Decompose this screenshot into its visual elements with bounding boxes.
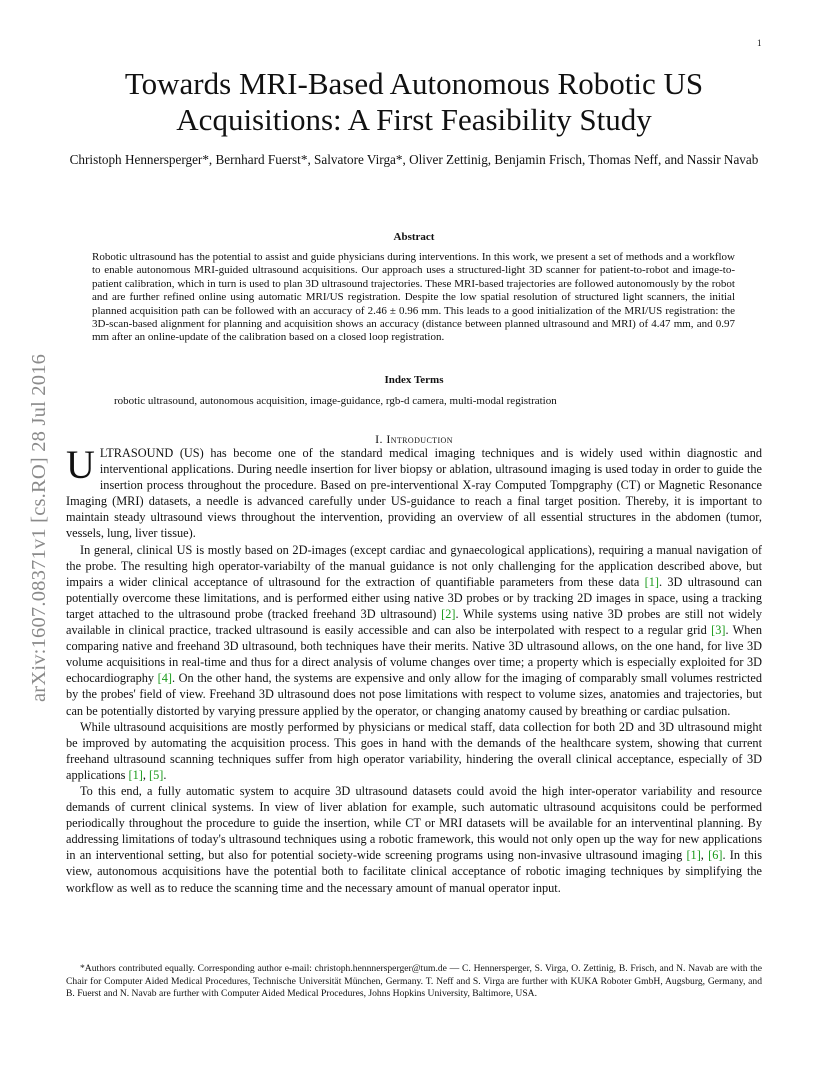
paragraph-4 [66,783,762,896]
lead-in: LTRASOUND [99,446,174,460]
paragraph-1 [66,442,762,542]
paragraph-text: In general, clinical US is mostly based on 2D-images (except cardiac and gynaecological applications), requiring a manual navigation of the probe. The resulting high operator-variabilty of the manual guidance is not only challenging for the application described above, but impairs a wider clinical acceptance of ultrasound for the extraction of quantifiable parameters from these data [66,542,762,589]
section-title: Introduction [386,432,453,446]
paragraph-text: . [163,767,167,782]
abstract-text: Robotic ultrasound has the potential to assist and guide physicians during interventions. In this work, we present a set of methods and a workflow to enable autonomous MRI-guided ultrasound acquisitions. Our approach uses a structured-light 3D scanner for patient-to-robot and image-to-patient calibration, which in turn is used to plan 3D ultrasound trajectories. These MRI-based trajectories are followed autonomously by the robot and are further refined online using automatic MRI/US registration. Despite the low spatial resolution of structured light scanners, the initial planned acquisition path can be followed with an accuracy of 2.46 ± 0.96 mm. This leads to a good initialization of the MRI/US registration: the 3D-scan-based alignment for planning and acquisition shows an accuracy (distance between planned ultrasound and MRI) of 4.47 mm, and 0.97 mm after an online-update of the calibration based on a closed loop registration. [92,251,735,344]
paragraph-text: . 3D ultrasound can potentially overcome these limitations, and is performed either using native 3D probes or by tracking 2D images in space, using a tracking target attached to the ultrasound probe (tracked freehand 3D ultrasound) [66,574,762,621]
footnote: *Authors contributed equally. Corresponding author e-mail: christoph.hennnersperger@tum.de — C. Hennersperger, S. Virga, O. Zettinig, B. Frisch, and N. Navab are with the Chair for Computer Aided Medical Procedures, Technische Universität München, Germany. T. Neff and S. Virga are further with KUKA Roboter GmbH, Augsburg, Germany, and B. Fuerst and N. Navab are further with Computer Aided Medical Procedures, Johns Hopkins University, Baltimore, USA. [66,963,762,1000]
paragraph-text: . On the other hand, the systems are expensive and only allow for the imaging of comparably small volumes restricted by the probes' field of view. Freehand 3D ultrasound does not pose limitations with respect to volume sizes, anatomies and trajectories, but can be potentially distorted by varying pressure applied by the operator, or changing anatomy caused by breathing or cardiac pulsation. [66,671,762,718]
paper-title: Towards MRI-Based Autonomous Robotic US Acquisitions: A First Feasibility Study [124,66,704,137]
citation-link[interactable]: [4] [157,671,172,686]
paragraph-text: , [142,767,149,782]
paragraph-text: (US) has become one of the standard medical imaging techniques and is widely used within diagnostic and interventional applications. During needle insertion for liver biopsy or ablation, ultrasound imaging is used today in order to guide the insertion process throughout the procedure. Based on pre-interventional X-ray Computed Tompgraphy (CT) or Magnetic Resonance Imaging (MRI) datasets, a needle is advanced carefully under US-guidance to reach a final target position. Thereby, it is important to maintain steady ultrasound views throughout the intervention, providing an overview of all essential structures in the abdomen (tumor, vessels, lung, liver tissue). [66,446,762,541]
paragraph-text: . When comparing native and freehand 3D ultrasound, both techniques have their merits. Native 3D ultrasound allows, on the one hand, for live 3D volume acquisitions in real-time and thus for a direct analysis of volume changes over time; a property which is especially exploited for 3D echocardiography [66,623,762,686]
author-list: Christoph Hennersperger*, Bernhard Fuerst*, Salvatore Virga*, Oliver Zettinig, Benjamin Frisch, Thomas Neff, and Nassir Navab [69,152,759,167]
index-terms-text: robotic ultrasound, autonomous acquisition, image-guidance, rgb-d camera, multi-modal registration [114,395,557,407]
paragraph-text: , [700,848,709,863]
paragraph-text: To this end, a fully automatic system to acquire 3D ultrasound datasets could avoid the high inter-operator variability and resource demands of current clinical systems. In view of liver ablation for example, such automatic ultrasound acquisitons could be performed periodically throughout the procedure to guide the insertion, while CT or MRI datasets will be available for an interventinal planning. By addressing limitations of today's ultrasound techniques using a robotic framework, this would not only open up the way for new applications in an interventional setting, but also for potential society-wide screening programs using non-invasive ultrasound imaging [66,783,762,863]
paragraph-text: While ultrasound acquisitions are mostly performed by physicians or medical staff, data collection for both 2D and 3D ultrasound might be improved by automating the acquisition process. This goes in hand with the demands of the healthcare system, showing that current freehand ultrasound scanning techniques suffer from high operator variability, hindering the overall clinical acceptance, especially of 3D applications [66,719,762,782]
citation-link[interactable]: [1] [686,848,701,863]
page-number: 1 [757,38,762,48]
index-terms-heading: Index Terms [384,374,444,386]
paragraph-text: . While systems using native 3D probes are still not widely available in clinical practice, tracked ultrasound is easily accessible and can also be interpolated with respect to a regular grid [66,606,762,638]
paragraph-2 [66,542,762,719]
paragraph-3 [66,719,762,783]
citation-link[interactable]: [2] [441,606,456,621]
drop-cap: U [66,442,95,487]
body-text [66,442,762,896]
citation-link[interactable]: [6] [708,848,723,863]
arxiv-stamp-text: arXiv:1607.08371v1 [cs.RO] 28 Jul 2016 [28,353,50,702]
section-number: I. [375,432,383,446]
citation-link[interactable]: [1] [128,767,143,782]
paragraph-text: . In this view, autonomous acquisitions have the potential both to facilitate clinical acceptance of robotic imaging techniques by simplifying the workflow as well as to reduce the scanning time and the necessary amount of manual operator input. [66,848,762,895]
citation-link[interactable]: [1] [644,574,659,589]
citation-link[interactable]: [5] [149,767,164,782]
arxiv-stamp [26,296,48,702]
abstract-heading: Abstract [393,231,435,243]
citation-link[interactable]: [3] [711,623,726,638]
